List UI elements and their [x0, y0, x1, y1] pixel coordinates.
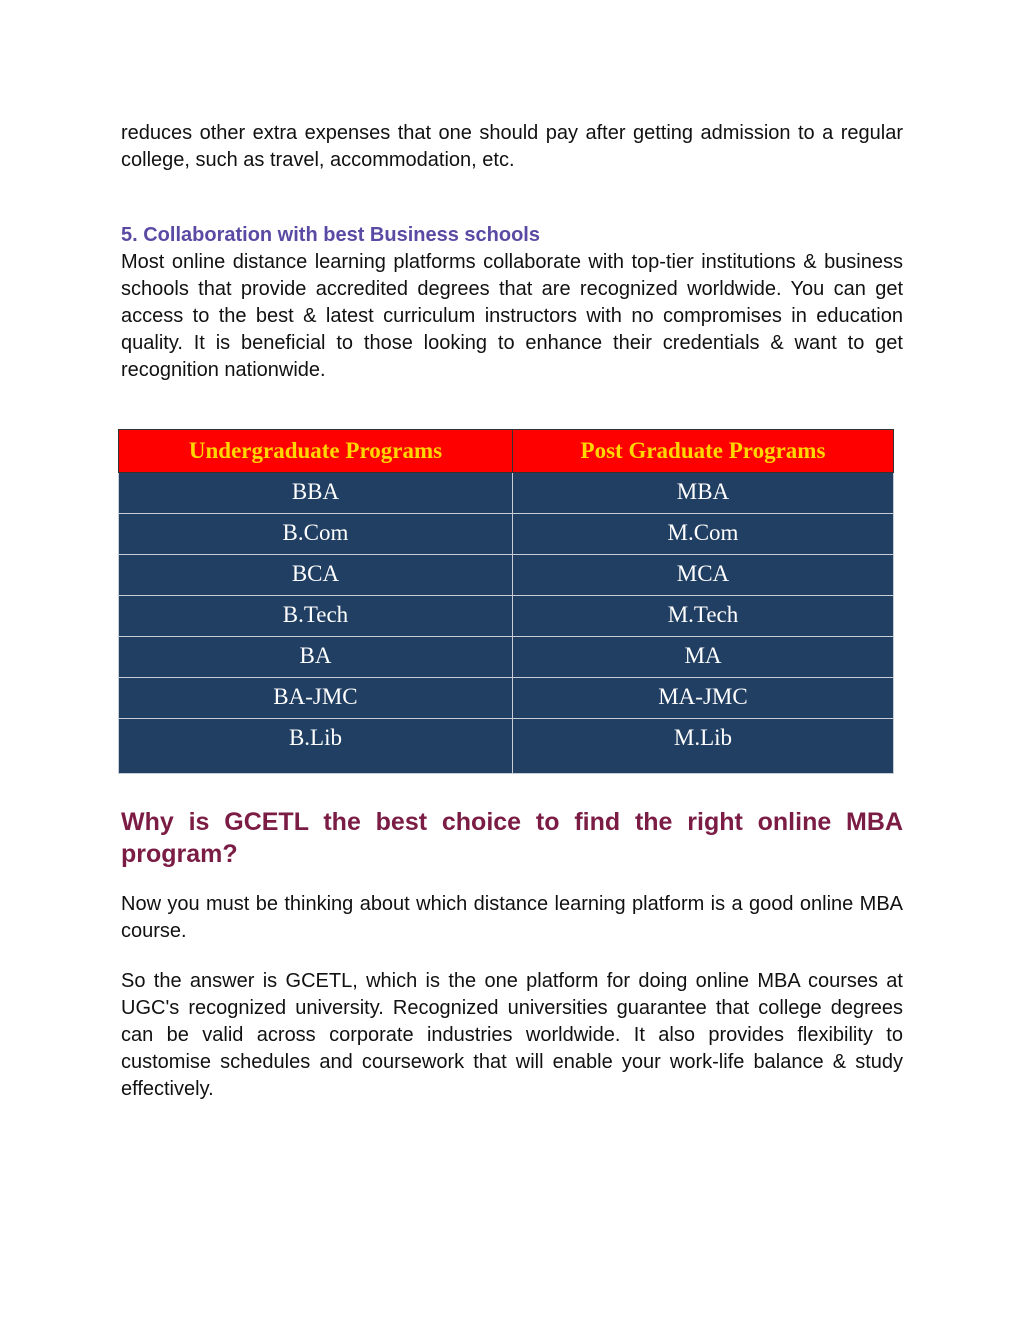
ug-cell: B.Com	[119, 514, 513, 555]
pg-cell: MCA	[512, 555, 893, 596]
pg-cell: M.Lib	[512, 719, 893, 774]
section-5-paragraph: Most online distance learning platforms collaborate with top-tier institutions & business schools that provide accredited degrees that are recognized worldwide. You can get access to the best & latest curriculum instructors with no compromises in education quality. It is beneficial to those looking to enhance their credentials & want to get recognition nationwide.	[121, 251, 903, 381]
ug-cell: BBA	[119, 473, 513, 514]
pg-cell: M.Com	[512, 514, 893, 555]
table-row	[119, 514, 894, 555]
pg-cell: MBA	[512, 473, 893, 514]
table-row	[119, 678, 894, 719]
table-header-row	[119, 430, 894, 473]
table-row	[119, 719, 894, 774]
pg-cell: MA-JMC	[512, 678, 893, 719]
pg-cell: M.Tech	[512, 596, 893, 637]
postgraduate-header: Post Graduate Programs	[512, 430, 893, 473]
gcetl-heading: Why is GCETL the best choice to find the right online MBA program?	[121, 808, 903, 868]
gcetl-paragraph-2: So the answer is GCETL, which is the one platform for doing online MBA courses at UGC's recognized university. Recognized universities guarantee that college degrees can be valid across corporate industries worldwide. It also provides flexibility to customise schedules and coursework that will enable your work-life balance & study effectively.	[121, 970, 903, 1100]
table-row	[119, 555, 894, 596]
ug-cell: B.Lib	[119, 719, 513, 774]
undergraduate-header: Undergraduate Programs	[119, 430, 513, 473]
table-row	[119, 637, 894, 678]
table-row	[119, 473, 894, 514]
pg-cell: MA	[512, 637, 893, 678]
programs-table	[118, 429, 894, 774]
section-5-heading: 5. Collaboration with best Business schools	[121, 224, 540, 246]
intro-paragraph: reduces other extra expenses that one should pay after getting admission to a regular college, such as travel, accommodation, etc.	[121, 122, 903, 171]
ug-cell: BA	[119, 637, 513, 678]
ug-cell: BCA	[119, 555, 513, 596]
ug-cell: BA-JMC	[119, 678, 513, 719]
ug-cell: B.Tech	[119, 596, 513, 637]
document-page	[121, 120, 903, 1100]
table-row	[119, 596, 894, 637]
gcetl-paragraph-1: Now you must be thinking about which distance learning platform is a good online MBA course.	[121, 893, 903, 942]
